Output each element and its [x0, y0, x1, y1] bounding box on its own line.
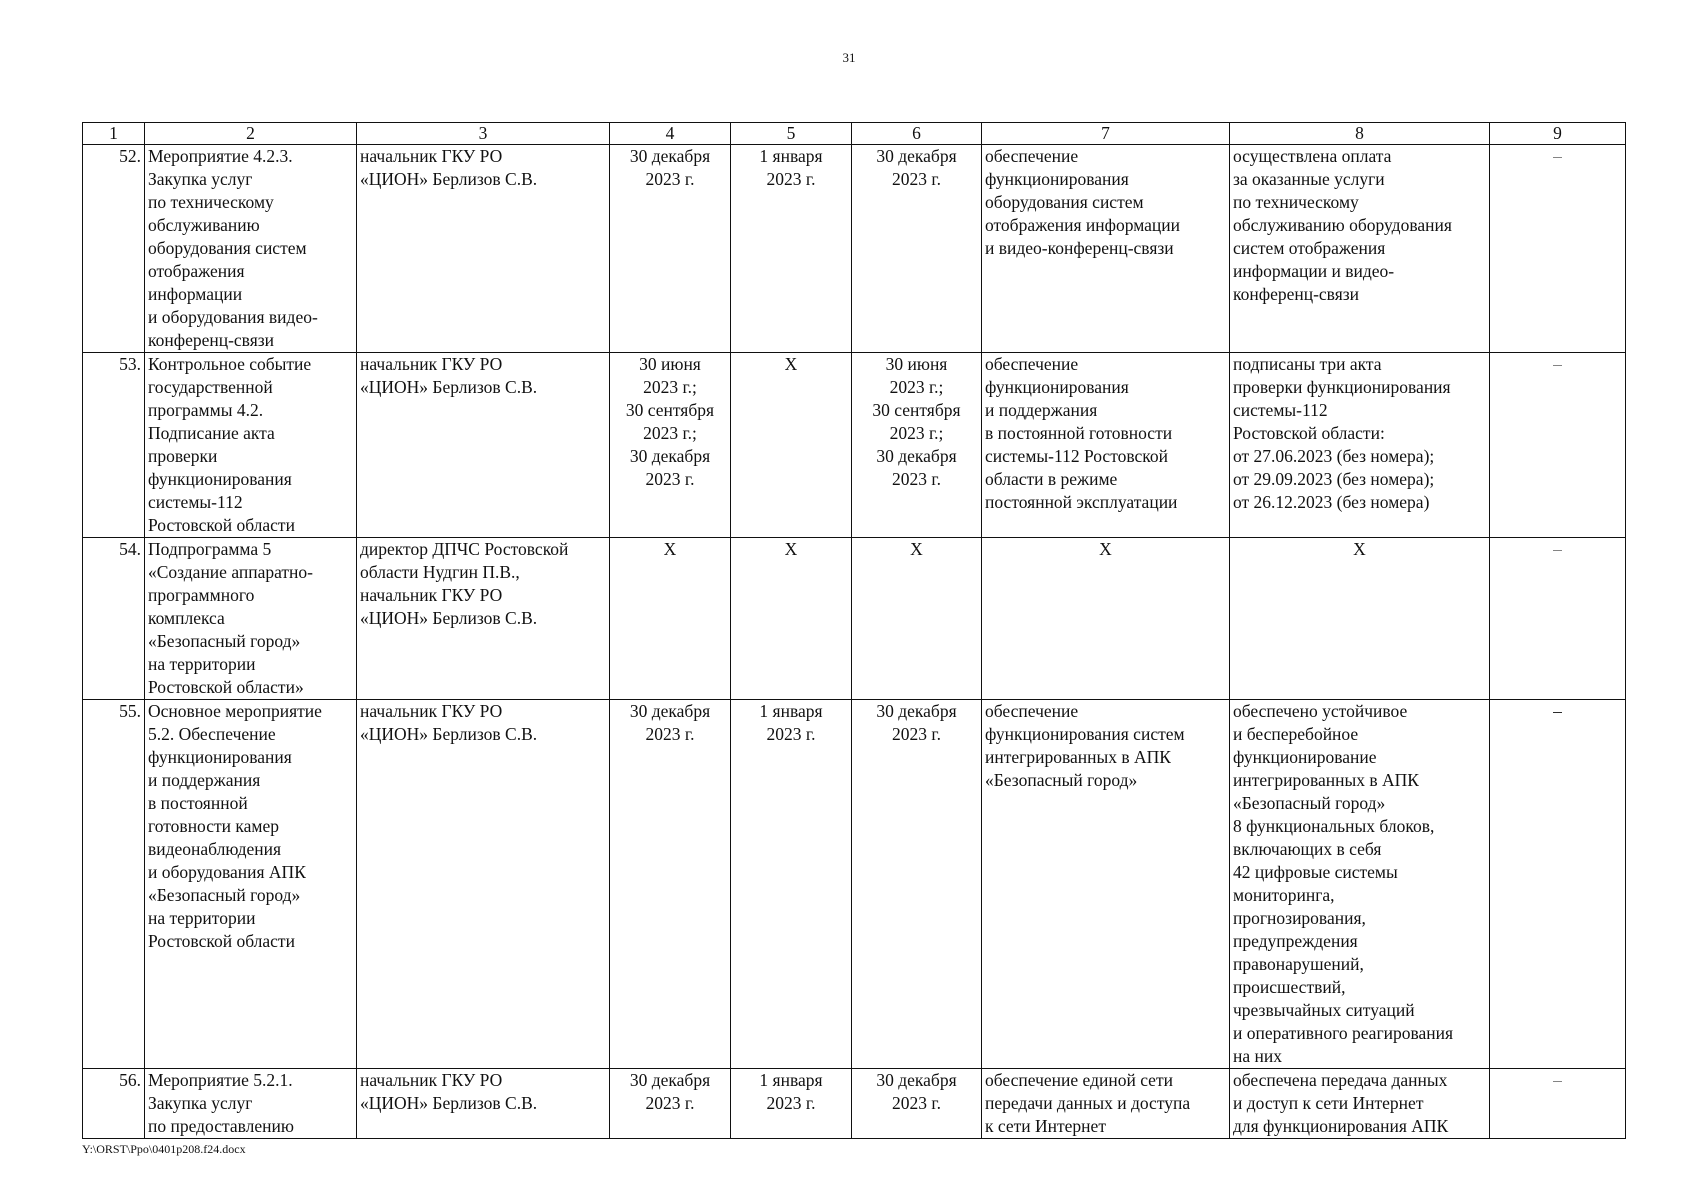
actual-end-date: Х	[852, 538, 982, 700]
row-number: 52.	[83, 145, 145, 353]
planned-result: Х	[982, 538, 1230, 700]
reason-cell: –	[1490, 145, 1626, 353]
activity-name: Мероприятие 5.2.1. Закупка услуг по предоставлению	[145, 1069, 357, 1139]
row-number: 53.	[83, 353, 145, 538]
planned-start-date: 30 декабря 2023 г.	[610, 1069, 731, 1139]
table-row	[83, 145, 1626, 353]
responsible-person: начальник ГКУ РО «ЦИОН» Берлизов С.В.	[357, 1069, 610, 1139]
actual-start-date: Х	[731, 538, 852, 700]
table-row	[83, 1069, 1626, 1139]
header-cell: 9	[1490, 123, 1626, 145]
reason-cell: –	[1490, 353, 1626, 538]
responsible-person: директор ДПЧС Ростовской области Нудгин П.В., начальник ГКУ РО «ЦИОН» Берлизов С.В.	[357, 538, 610, 700]
planned-start-date: 30 июня 2023 г.; 30 сентября 2023 г.; 30 декабря 2023 г.	[610, 353, 731, 538]
table-row	[83, 700, 1626, 1069]
actual-end-date: 30 декабря 2023 г.	[852, 145, 982, 353]
planned-start-date: Х	[610, 538, 731, 700]
actual-result: Х	[1230, 538, 1490, 700]
responsible-person: начальник ГКУ РО «ЦИОН» Берлизов С.В.	[357, 145, 610, 353]
actual-start-date: 1 января 2023 г.	[731, 1069, 852, 1139]
responsible-person: начальник ГКУ РО «ЦИОН» Берлизов С.В.	[357, 700, 610, 1069]
actual-end-date: 30 декабря 2023 г.	[852, 1069, 982, 1139]
file-path-footer: Y:\ORST\Ppo\0401p208.f24.docx	[82, 1142, 246, 1156]
row-number: 55.	[83, 700, 145, 1069]
header-cell: 8	[1230, 123, 1490, 145]
planned-result: обеспечение функционирования оборудования систем отображения информации и видео-конференц-связи	[982, 145, 1230, 353]
header-cell: 7	[982, 123, 1230, 145]
header-cell: 4	[610, 123, 731, 145]
header-cell: 5	[731, 123, 852, 145]
actual-start-date: Х	[731, 353, 852, 538]
reason-cell: –	[1490, 538, 1626, 700]
activity-name: Мероприятие 4.2.3. Закупка услуг по техническому обслуживанию оборудования систем отображения информации и оборудования видео- конференц-связи	[145, 145, 357, 353]
planned-result: обеспечение функционирования систем интегрированных в АПК «Безопасный город»	[982, 700, 1230, 1069]
activity-name: Основное мероприятие 5.2. Обеспечение функционирования и поддержания в постоянной готовности камер видеонаблюдения и оборудования АПК «Безопасный город» на территории Ростовской области	[145, 700, 357, 1069]
responsible-person: начальник ГКУ РО «ЦИОН» Берлизов С.В.	[357, 353, 610, 538]
activity-name: Подпрограмма 5 «Создание аппаратно- программного комплекса «Безопасный город» на территории Ростовской области»	[145, 538, 357, 700]
actual-result: осуществлена оплата за оказанные услуги по техническому обслуживанию оборудования систем отображения информации и видео- конференц-связи	[1230, 145, 1490, 353]
table-row	[83, 353, 1626, 538]
actual-result: обеспечена передача данных и доступ к сети Интернет для функционирования АПК	[1230, 1069, 1490, 1139]
actual-end-date: 30 декабря 2023 г.	[852, 700, 982, 1069]
table-row	[83, 538, 1626, 700]
header-cell: 3	[357, 123, 610, 145]
actual-result: подписаны три акта проверки функционирования системы-112 Ростовской области: от 27.06.2023 (без номера); от 29.09.2023 (без номера); от 26.12.2023 (без номера)	[1230, 353, 1490, 538]
implementation-plan-table	[82, 122, 1626, 1139]
actual-result: обеспечено устойчивое и бесперебойное функционирование интегрированных в АПК «Безопасный город» 8 функциональных блоков, включающих в себя 42 цифровые системы мониторинга, прогнозирования, предупреждения правонарушений, происшествий, чрезвычайных ситуаций и оперативного реагирования на них	[1230, 700, 1490, 1069]
planned-start-date: 30 декабря 2023 г.	[610, 145, 731, 353]
column-number-row	[83, 123, 1626, 145]
row-number: 54.	[83, 538, 145, 700]
planned-result: обеспечение функционирования и поддержания в постоянной готовности системы-112 Ростовской области в режиме постоянной эксплуатации	[982, 353, 1230, 538]
reason-cell: –	[1490, 700, 1626, 1069]
reason-cell: –	[1490, 1069, 1626, 1139]
planned-result: обеспечение единой сети передачи данных и доступа к сети Интернет	[982, 1069, 1230, 1139]
header-cell: 2	[145, 123, 357, 145]
header-cell: 6	[852, 123, 982, 145]
header-cell: 1	[83, 123, 145, 145]
actual-start-date: 1 января 2023 г.	[731, 700, 852, 1069]
page-number: 31	[842, 50, 856, 65]
actual-end-date: 30 июня 2023 г.; 30 сентября 2023 г.; 30 декабря 2023 г.	[852, 353, 982, 538]
planned-start-date: 30 декабря 2023 г.	[610, 700, 731, 1069]
row-number: 56.	[83, 1069, 145, 1139]
actual-start-date: 1 января 2023 г.	[731, 145, 852, 353]
activity-name: Контрольное событие государственной программы 4.2. Подписание акта проверки функционирования системы-112 Ростовской области	[145, 353, 357, 538]
